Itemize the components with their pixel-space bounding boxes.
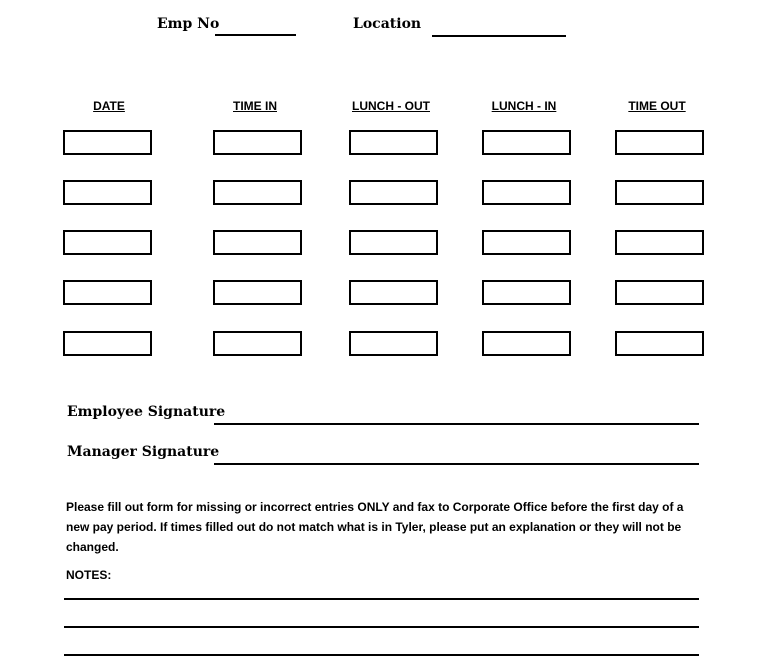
notes-label: NOTES:	[66, 568, 112, 582]
lunch-out-input-row-1[interactable]	[349, 130, 438, 155]
time-out-input-row-1[interactable]	[615, 130, 704, 155]
time-in-input-row-4[interactable]	[213, 280, 302, 305]
time-out-input-row-3[interactable]	[615, 230, 704, 255]
notes-line[interactable]	[64, 598, 699, 600]
date-input-row-5[interactable]	[63, 331, 152, 356]
lunch-in-input-row-4[interactable]	[482, 280, 571, 305]
date-input-row-4[interactable]	[63, 280, 152, 305]
emp-no-field[interactable]	[215, 34, 296, 36]
time-out-input-row-4[interactable]	[615, 280, 704, 305]
time-in-input-row-2[interactable]	[213, 180, 302, 205]
manager-signature-label: Manager Signature	[67, 444, 220, 460]
instructions-text: Please fill out form for missing or incorrect entries ONLY and fax to Corporate Office before the first day of a new pay period. If times filled out do not match what is in Tyler, please put an explanation or they will not be changed.	[66, 500, 684, 554]
location-label: Location	[353, 16, 422, 32]
time-in-input-row-3[interactable]	[213, 230, 302, 255]
column-header-date: DATE	[93, 99, 125, 113]
date-input-row-1[interactable]	[63, 130, 152, 155]
notes-line[interactable]	[64, 626, 699, 628]
location-field[interactable]	[432, 35, 566, 37]
date-input-row-3[interactable]	[63, 230, 152, 255]
lunch-in-input-row-1[interactable]	[482, 130, 571, 155]
lunch-in-input-row-2[interactable]	[482, 180, 571, 205]
column-header-lunch-out: LUNCH - OUT	[352, 99, 430, 113]
lunch-out-input-row-5[interactable]	[349, 331, 438, 356]
time-in-input-row-5[interactable]	[213, 331, 302, 356]
lunch-in-input-row-5[interactable]	[482, 331, 571, 356]
time-in-input-row-1[interactable]	[213, 130, 302, 155]
time-out-input-row-5[interactable]	[615, 331, 704, 356]
lunch-in-input-row-3[interactable]	[482, 230, 571, 255]
column-header-time-in: TIME IN	[233, 99, 277, 113]
emp-no-label: Emp No	[157, 16, 220, 32]
manager-signature-line[interactable]	[214, 463, 699, 465]
column-header-lunch-in: LUNCH - IN	[491, 99, 557, 113]
lunch-out-input-row-4[interactable]	[349, 280, 438, 305]
lunch-out-input-row-3[interactable]	[349, 230, 438, 255]
date-input-row-2[interactable]	[63, 180, 152, 205]
notes-line[interactable]	[64, 654, 699, 656]
column-header-time-out: TIME OUT	[628, 99, 686, 113]
employee-signature-line[interactable]	[214, 423, 699, 425]
time-out-input-row-2[interactable]	[615, 180, 704, 205]
employee-signature-label: Employee Signature	[67, 404, 226, 420]
lunch-out-input-row-2[interactable]	[349, 180, 438, 205]
